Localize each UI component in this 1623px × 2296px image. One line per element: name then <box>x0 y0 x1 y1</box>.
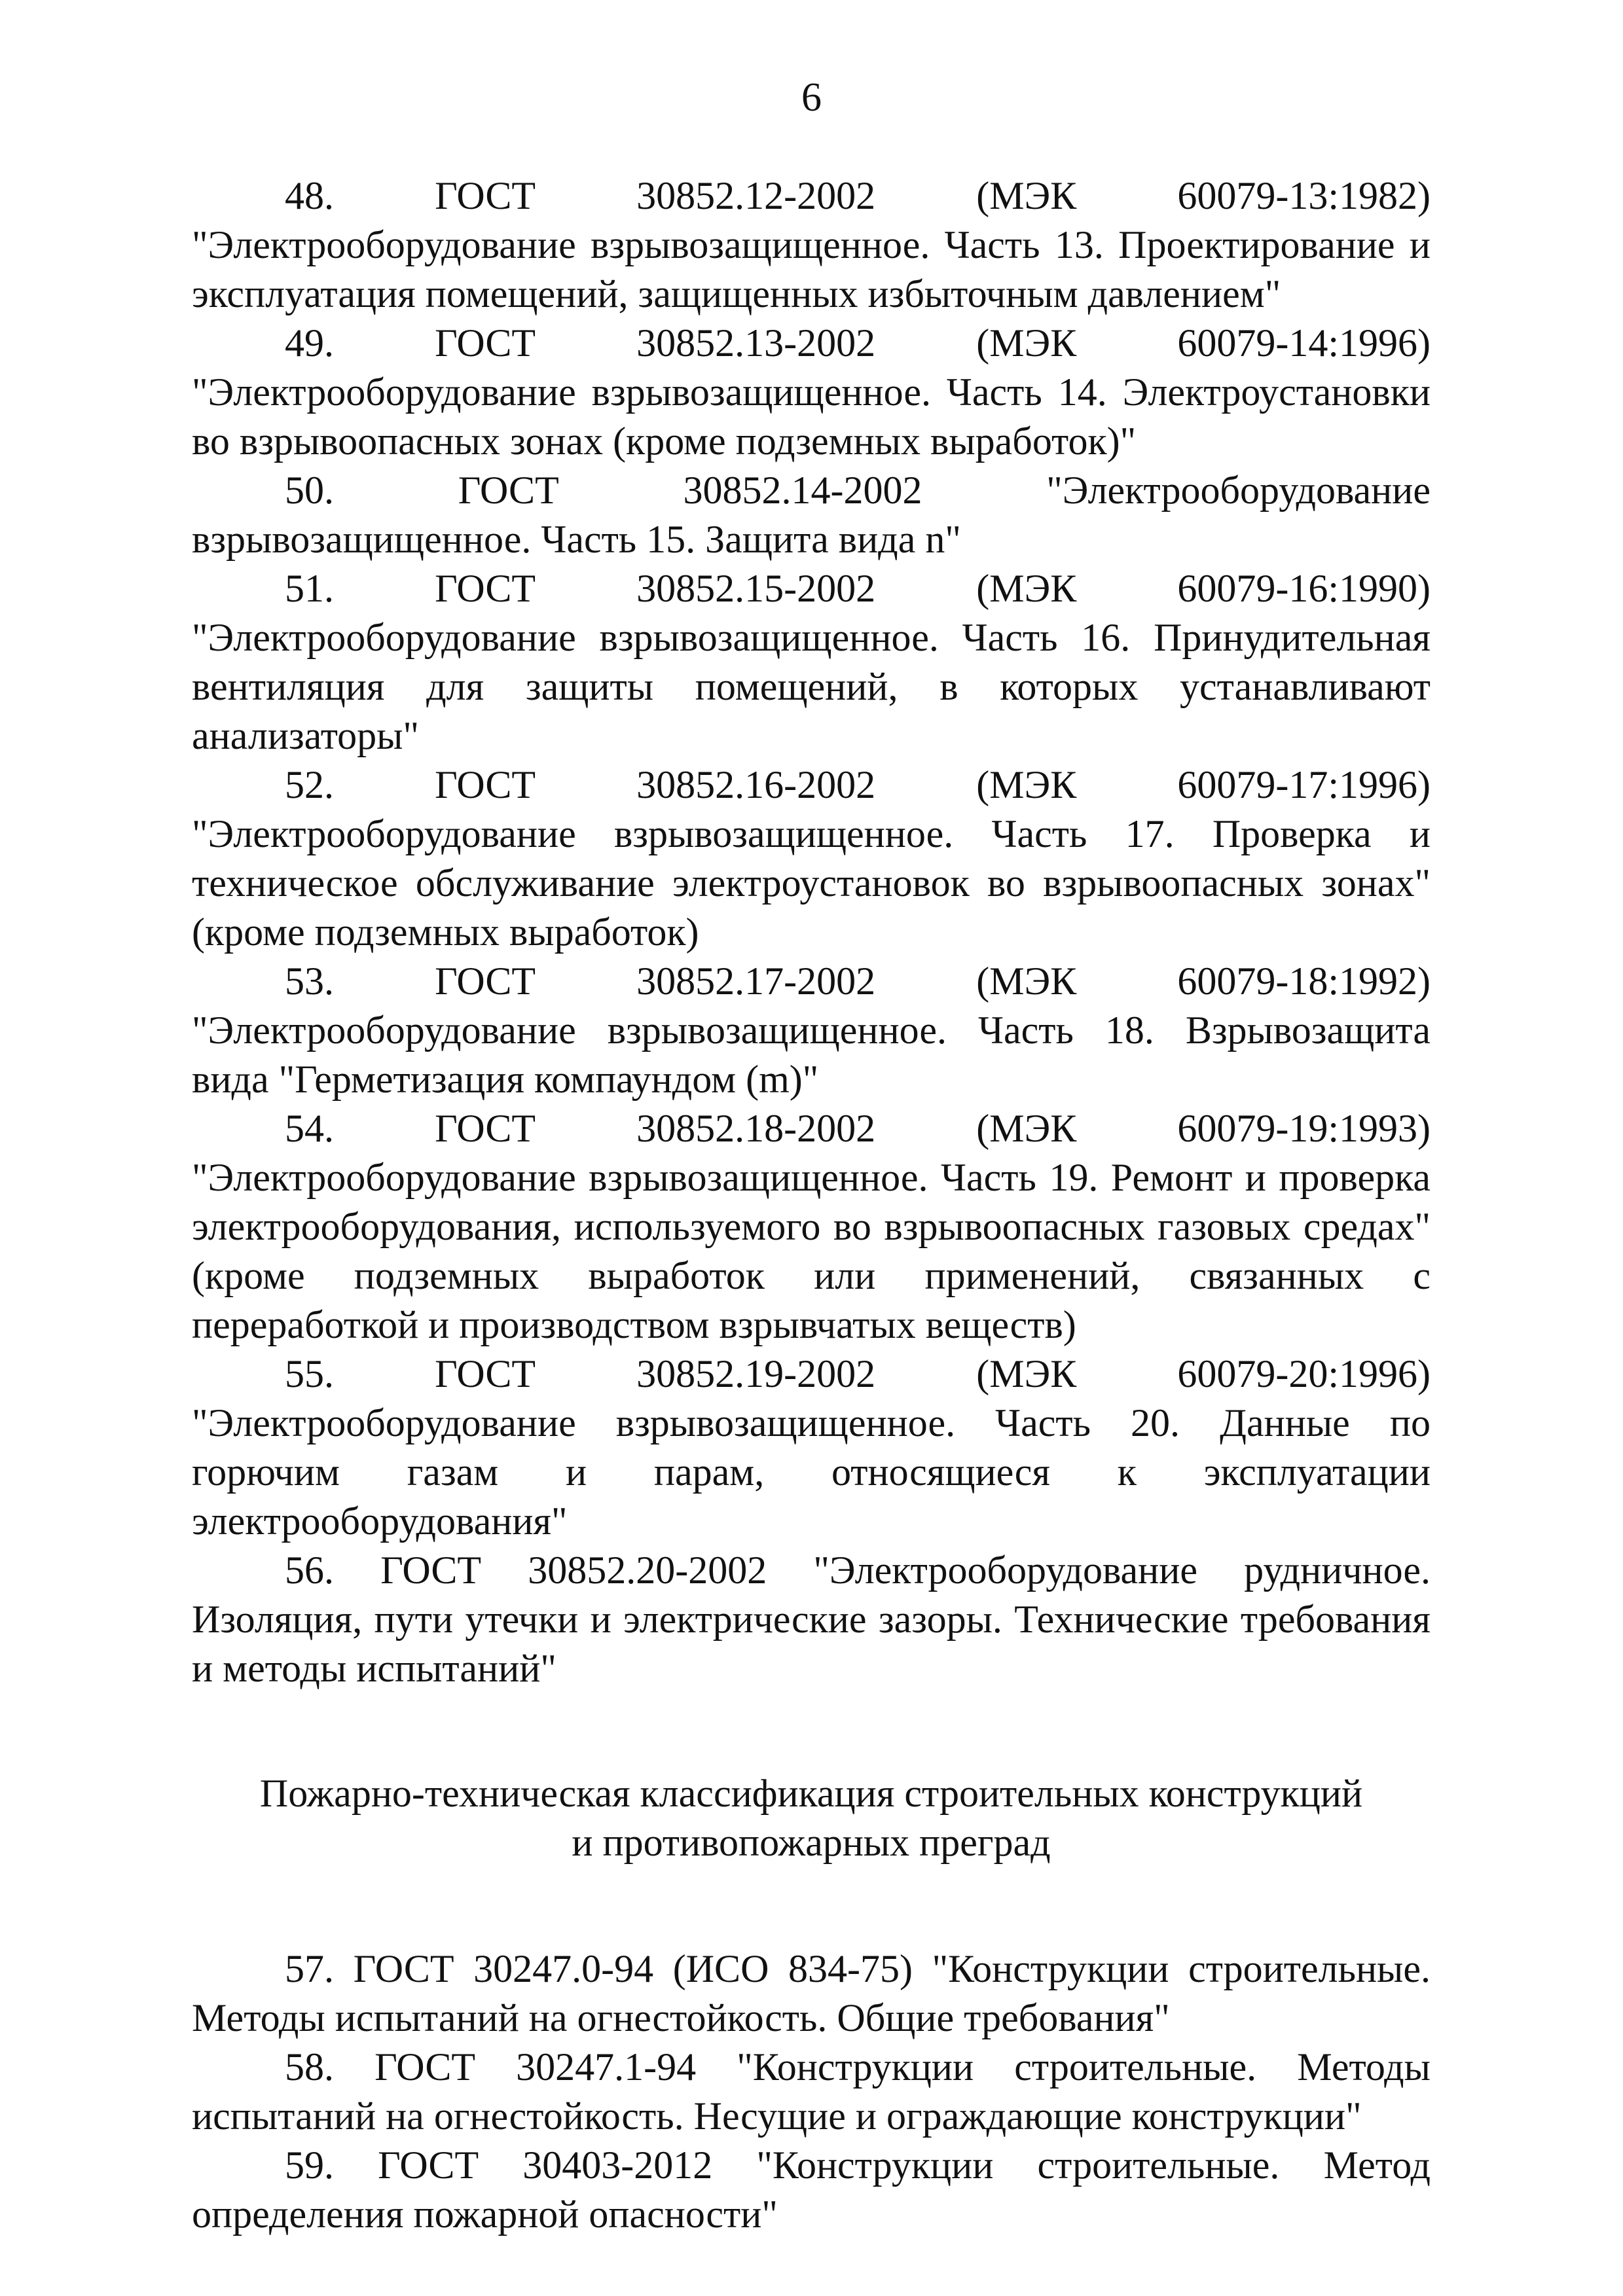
list-item-48: 48. ГОСТ 30852.12-2002 (МЭК 60079-13:1982) "Электрооборудование взрывозащищенное. Часть 13. Проектирование и эксплуатация помещений, защищенных избыточным давлением" <box>192 174 1431 315</box>
list-item-52: 52. ГОСТ 30852.16-2002 (МЭК 60079-17:1996) "Электрооборудование взрывозащищенное. Часть 17. Проверка и техническое обслуживание электроустановок во взрывоопасных зонах" (кроме подземных выработок) <box>192 763 1431 954</box>
section-heading-line-1: Пожарно-техническая классификация строительных конструкций <box>259 1772 1363 1815</box>
section-heading-line-2: и противопожарных преград <box>572 1821 1051 1864</box>
list-item-51: 51. ГОСТ 30852.15-2002 (МЭК 60079-16:1990) "Электрооборудование взрывозащищенное. Часть 16. Принудительная вентиляция для защиты помещений, в которых устанавливают анализаторы" <box>192 567 1431 757</box>
page-number: 6 <box>801 75 822 120</box>
list-item-57: 57. ГОСТ 30247.0-94 (ИСО 834-75) "Конструкции строительные. Методы испытаний на огнестойкость. Общие требования" <box>192 1947 1431 2039</box>
document-body <box>192 171 1431 2239</box>
list-item-56: 56. ГОСТ 30852.20-2002 "Электрооборудование рудничное. Изоляция, пути утечки и электрические зазоры. Технические требования и методы испытаний" <box>192 1549 1431 1690</box>
list-item-55: 55. ГОСТ 30852.19-2002 (МЭК 60079-20:1996) "Электрооборудование взрывозащищенное. Часть 20. Данные по горючим газам и парам, относящиеся к эксплуатации электрооборудования" <box>192 1352 1431 1543</box>
list-item-58: 58. ГОСТ 30247.1-94 "Конструкции строительные. Методы испытаний на огнестойкость. Несущие и ограждающие конструкции" <box>192 2045 1431 2138</box>
section-heading <box>192 1769 1431 1867</box>
list-item-59: 59. ГОСТ 30403-2012 "Конструкции строительные. Метод определения пожарной опасности" <box>192 2144 1431 2236</box>
list-item-54: 54. ГОСТ 30852.18-2002 (МЭК 60079-19:1993) "Электрооборудование взрывозащищенное. Часть 19. Ремонт и проверка электрооборудования, используемого во взрывоопасных газовых средах" (кроме подземных выработок или применений, связанных с переработкой и производством взрывчатых веществ) <box>192 1107 1431 1346</box>
list-item-53: 53. ГОСТ 30852.17-2002 (МЭК 60079-18:1992) "Электрооборудование взрывозащищенное. Часть 18. Взрывозащита вида "Герметизация компаундом (m)" <box>192 960 1431 1101</box>
list-item-49: 49. ГОСТ 30852.13-2002 (МЭК 60079-14:1996) "Электрооборудование взрывозащищенное. Часть 14. Электроустановки во взрывоопасных зонах (кроме подземных выработок)" <box>192 321 1431 463</box>
list-item-50: 50. ГОСТ 30852.14-2002 "Электрооборудование взрывозащищенное. Часть 15. Защита вида n" <box>192 469 1431 561</box>
